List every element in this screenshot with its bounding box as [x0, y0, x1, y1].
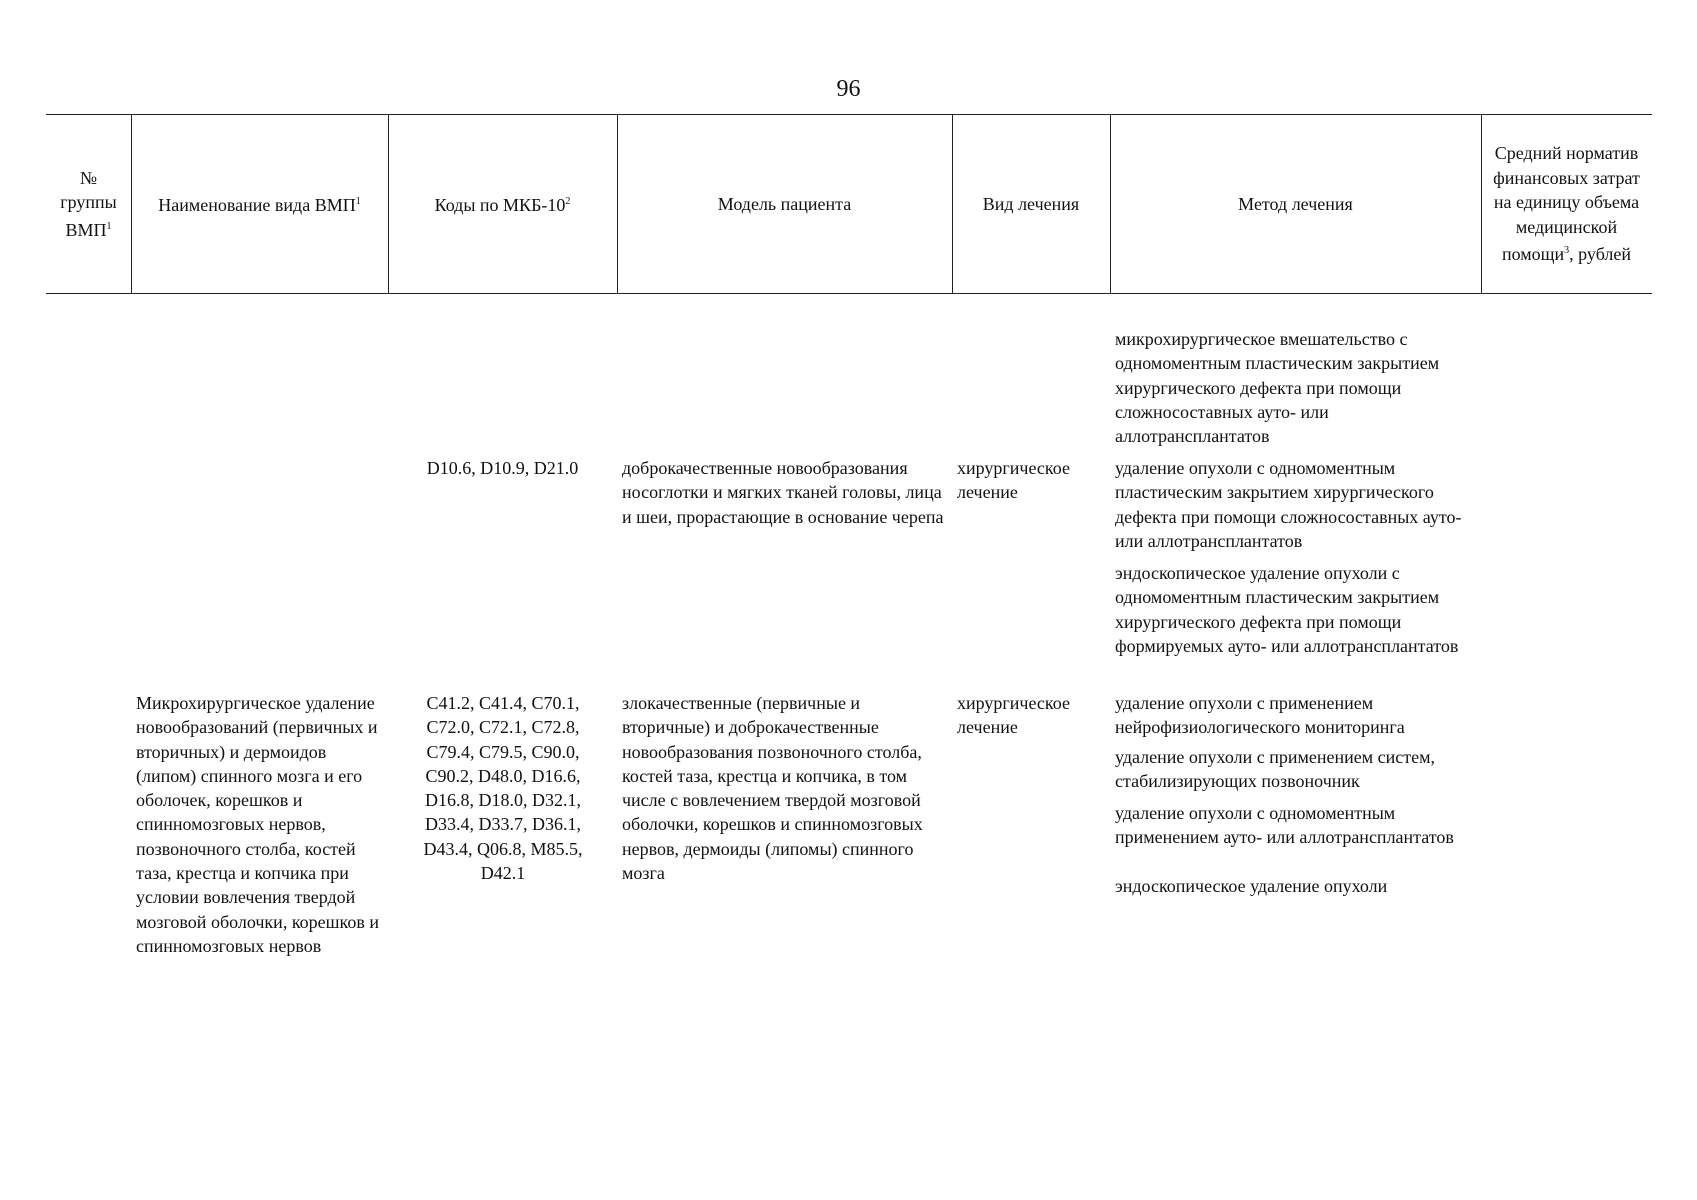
method-cell: удаление опухоли с одномоментным пластическим закрытием хирургического дефекта при помощи сложносоставных ауто- или аллотрансплантатов: [1115, 458, 1462, 551]
method-cell: микрохирургическое вмешательство с одномоментным пластическим закрытием хирургического дефекта при помощи сложносоставных ауто- или аллотрансплантатов: [1115, 329, 1440, 447]
method-cell: эндоскопическое удаление опухоли: [1115, 876, 1388, 896]
header-cost: Средний норматив финансовых затрат на единицу объема медицинской помощи$^3$, рублей: [1493, 143, 1640, 265]
method-cell: эндоскопическое удаление опухоли с одномоментным пластическим закрытием хирургического дефекта при помощи формируемых ауто- или аллотрансплантатов: [1115, 563, 1459, 656]
method-cell: удаление опухоли с применением нейрофизиологического мониторинга: [1115, 693, 1405, 738]
patient-model-cell: доброкачественные новообразования носоглотки и мягких тканей головы, лица и шеи, прорастающие в основание черепа: [622, 458, 944, 527]
header-codes: Коды по МКБ-$10^2$: [434, 195, 571, 216]
treatment-type-cell: хирургическое лечение: [957, 693, 1070, 738]
header-model: Модель пациента: [717, 193, 852, 214]
page-number: 96: [836, 76, 861, 102]
patient-model-cell: злокачественные (первичные и вторичные) и доброкачественные новообразования позвоночного столба, костей таза, крестца и копчика, в том числе с вовлечением твердой мозговой оболочки, корешков и спинномозговых нервов, дермоиды (липомы) спинного мозга: [622, 693, 923, 884]
header-method: Метод лечения: [1238, 193, 1353, 214]
header-group-no: № группы ВМП$^1$: [60, 167, 117, 240]
header-treatment-type: Вид лечения: [982, 193, 1080, 214]
icd-codes-cell: D10.6, D10.9, D21.0: [426, 458, 579, 478]
method-cell: удаление опухоли с одномоментным применением ауто- или аллотрансплантатов: [1115, 803, 1454, 848]
treatment-type-cell: хирургическое лечение: [957, 458, 1070, 503]
icd-codes-cell: C41.2, C41.4, C70.1, C72.0, C72.1, C72.8, C79.4, C79.5, C90.0, C90.2, D48.0, D16.6, D16.8, D18.0, D32.1, D33.4, D33.7, D36.1, D43.4, Q06.8, M85.5, D42.1: [423, 693, 583, 884]
vmp-name-cell: Микрохирургическое удаление новообразований (первичных и вторичных) и дермоидов (липом) спинного мозга и его оболочек, корешков и спинномозговых нервов, позвоночного столба, костей таза, крестца и копчика при условии вовлечения твердой мозговой оболочки, корешков и спинномозговых нервов: [136, 693, 379, 956]
method-cell: удаление опухоли с применением систем, стабилизирующих позвоночник: [1115, 747, 1435, 792]
header-name: Наименование вида ВМП$^1$: [158, 195, 361, 216]
